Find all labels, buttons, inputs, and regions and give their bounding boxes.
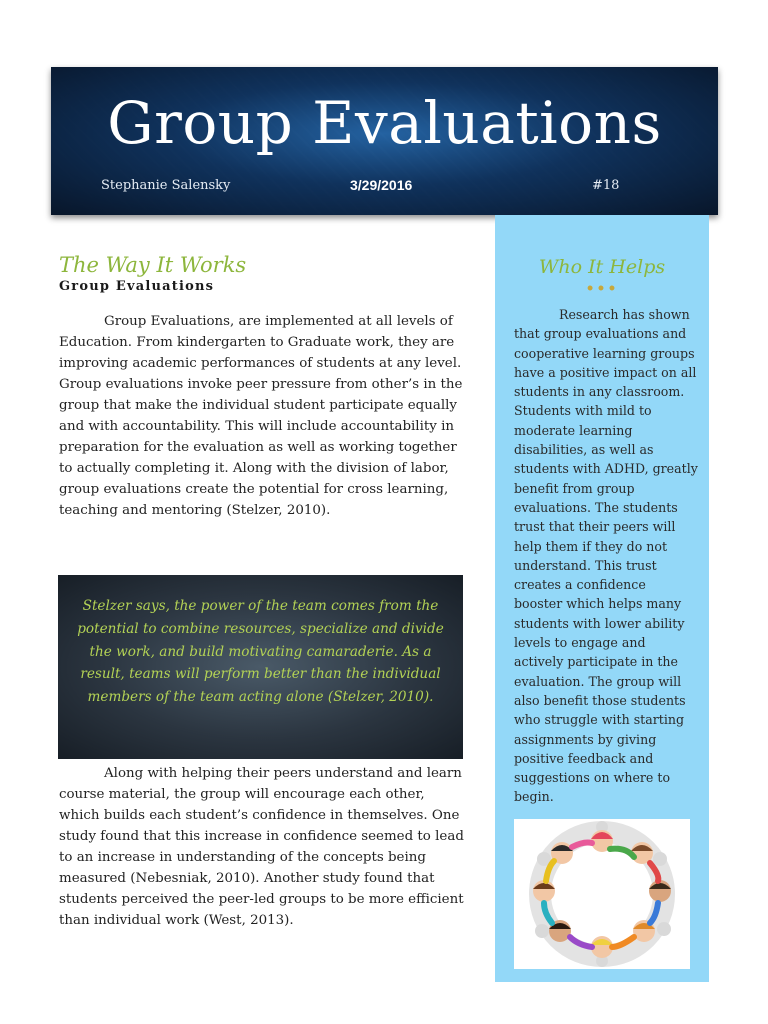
sidebar-divider-dots: ••• (585, 281, 619, 297)
issue-number: #18 (592, 178, 620, 193)
section-subheading: Group Evaluations (59, 279, 215, 294)
pull-quote-box (58, 575, 463, 759)
sidebar-panel (495, 215, 709, 982)
author-name: Stephanie Salensky (101, 178, 231, 193)
section-heading: The Way It Works (59, 253, 247, 277)
children-circle-icon (514, 819, 690, 969)
header-banner (51, 67, 718, 215)
body-paragraph-2: Along with helping their peers understand and learn course material, the group will encourage each other, which builds each student’s confidence in themselves. One study found that this increase in confidence seemed to lead to an increase in understanding of the concepts being measured (Nebesniak, 2010). Another study found that students perceived the peer-led groups to be more efficient than individual work (West, 2013). (59, 766, 464, 928)
sidebar-text: Research has shown that group evaluations and cooperative learning groups have a positive impact on all students in any classroom. Students with mild to moderate learning disabilities, as well as students with ADHD, greatly benefit from group evaluations. The students trust that their peers will help them if they do not understand. This trust creates a confidence booster which helps many students with lower ability levels to engage and actively participate in the evaluation. The group will also benefit those students who struggle with starting assignments by giving positive feedback and suggestions on where to begin. (514, 307, 698, 805)
pull-quote-text: Stelzer says, the power of the team comes from the potential to combine resources, specialize and divide the work, and build motivating camaraderie. As a result, teams will perform better than the individual members of the team acting alone (Stelzer, 2010). (77, 598, 444, 706)
children-circle-illustration (514, 819, 690, 969)
body-paragraph-1: Group Evaluations, are implemented at all levels of Education. From kindergarten to Graduate work, they are improving academic performances of students at any level. Group evaluations invoke peer pressure from other’s in the group that make the individual student participate equally and with accountability. This will include accountability in preparation for the evaluation as well as working together to actually completing it. Along with the division of labor, group evaluations create the potential for cross learning, teaching and mentoring (Stelzer, 2010). (59, 314, 463, 518)
page-title: Group Evaluations (107, 89, 662, 157)
sidebar-heading: Who It Helps (538, 256, 666, 278)
publication-date: 3/29/2016 (350, 177, 413, 193)
